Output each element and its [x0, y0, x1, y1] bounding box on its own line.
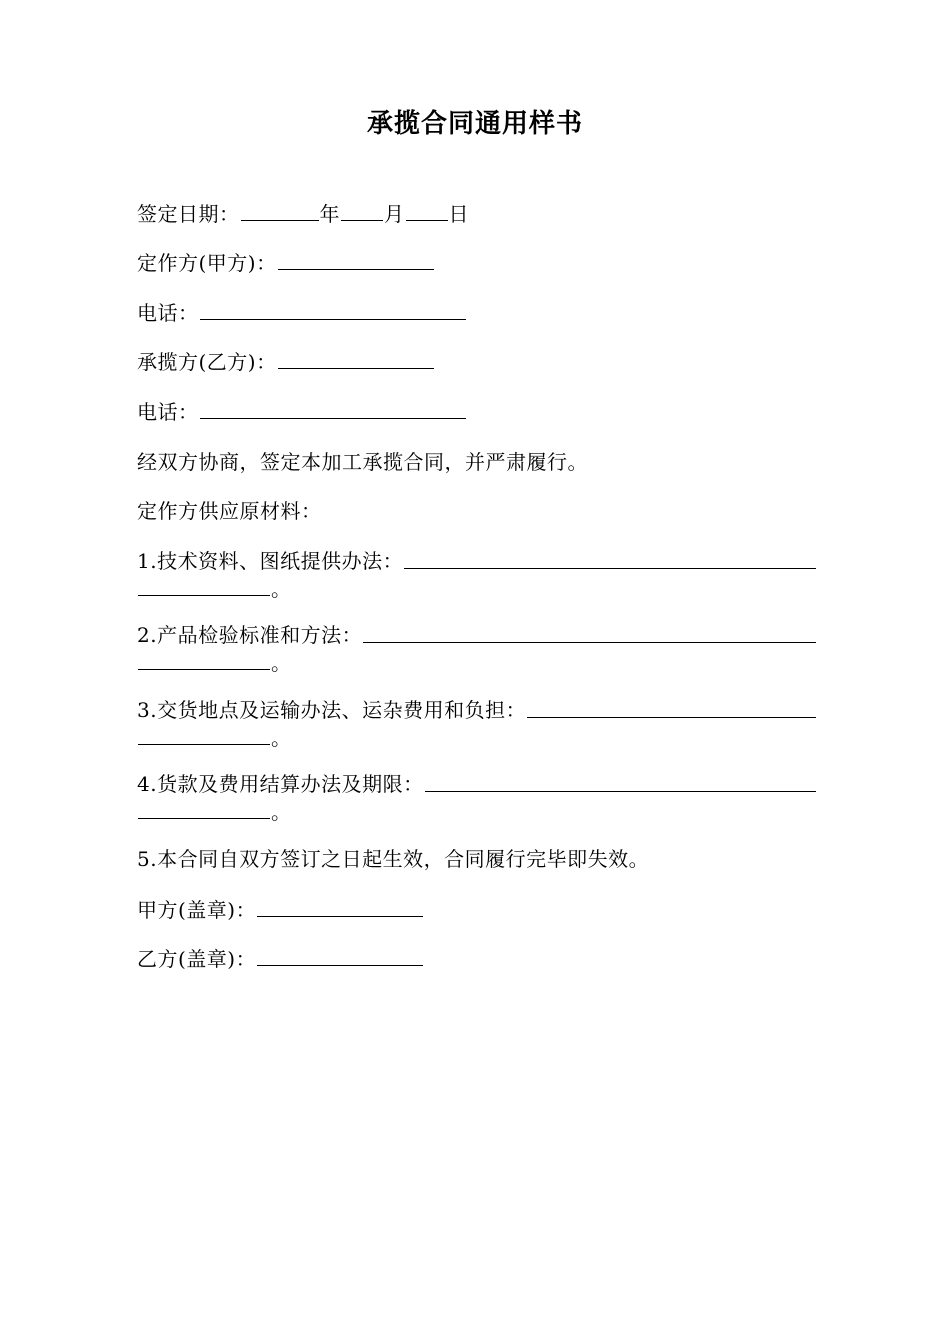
- clause-1-label: 1.技术资料、图纸提供办法：: [137, 549, 404, 573]
- clause-3-label: 3.交货地点及运输办法、运杂费用和负担：: [137, 698, 527, 722]
- clause-2-blank-2[interactable]: [138, 647, 270, 670]
- seal-a-label: 甲方(盖章)：: [137, 898, 257, 922]
- party-a-blank[interactable]: [278, 247, 434, 270]
- party-b-label: 承揽方(乙方)：: [137, 350, 277, 374]
- clause-5-text: 5.本合同自双方签订之日起生效，合同履行完毕即失效。: [137, 847, 650, 871]
- phone-b-line: [137, 396, 467, 427]
- clause-3-blank-2[interactable]: [138, 722, 270, 745]
- clause-4-blank[interactable]: [425, 769, 816, 792]
- clause-3-line: [137, 695, 817, 725]
- party-a-label: 定作方(甲方)：: [137, 251, 277, 275]
- clause-3-continuation: [137, 722, 292, 753]
- clause-2-continuation: [137, 647, 292, 678]
- clause-4-continuation: [137, 796, 292, 827]
- sign-month-blank[interactable]: [341, 198, 383, 221]
- sign-date-line: [137, 198, 469, 229]
- phone-b-blank[interactable]: [200, 396, 466, 419]
- clause-1-continuation: [137, 573, 292, 604]
- clause-3-end: 。: [271, 726, 292, 750]
- phone-a-blank[interactable]: [200, 297, 466, 320]
- phone-a-label: 电话：: [137, 301, 199, 325]
- sign-year-unit: 年: [319, 202, 340, 226]
- clause-1-blank[interactable]: [404, 546, 816, 569]
- seal-a-blank[interactable]: [257, 894, 423, 917]
- document-title: 承揽合同通用样书: [366, 109, 583, 139]
- clause-4-line: [137, 769, 817, 799]
- party-b-blank[interactable]: [278, 346, 434, 369]
- seal-a-line: [137, 894, 424, 925]
- clause-2-blank[interactable]: [363, 620, 816, 643]
- sign-month-unit: 月: [384, 202, 405, 226]
- sign-day-unit: 日: [448, 202, 469, 226]
- seal-b-label: 乙方(盖章)：: [137, 947, 257, 971]
- clause-3-blank[interactable]: [527, 695, 816, 718]
- sign-day-blank[interactable]: [406, 198, 448, 221]
- seal-b-line: [137, 943, 424, 974]
- clause-4-end: 。: [271, 800, 292, 824]
- party-b-line: [137, 346, 435, 377]
- intro-text: 经双方协商，签定本加工承揽合同，并严肃履行。: [137, 450, 588, 474]
- clause-1-end: 。: [271, 577, 292, 601]
- phone-a-line: [137, 297, 467, 328]
- seal-b-blank[interactable]: [257, 943, 423, 966]
- sign-date-label: 签定日期：: [137, 202, 240, 226]
- sign-year-blank[interactable]: [241, 198, 319, 221]
- clause-2-line: [137, 620, 817, 650]
- clause-1-line: [137, 546, 817, 576]
- phone-b-label: 电话：: [137, 400, 199, 424]
- party-a-line: [137, 247, 435, 278]
- clause-2-label: 2.产品检验标准和方法：: [137, 623, 363, 647]
- clause-1-blank-2[interactable]: [138, 573, 270, 596]
- materials-text: 定作方供应原材料：: [137, 499, 322, 523]
- clause-4-label: 4.货款及费用结算办法及期限：: [137, 772, 424, 796]
- clause-2-end: 。: [271, 651, 292, 675]
- clause-4-blank-2[interactable]: [138, 796, 270, 819]
